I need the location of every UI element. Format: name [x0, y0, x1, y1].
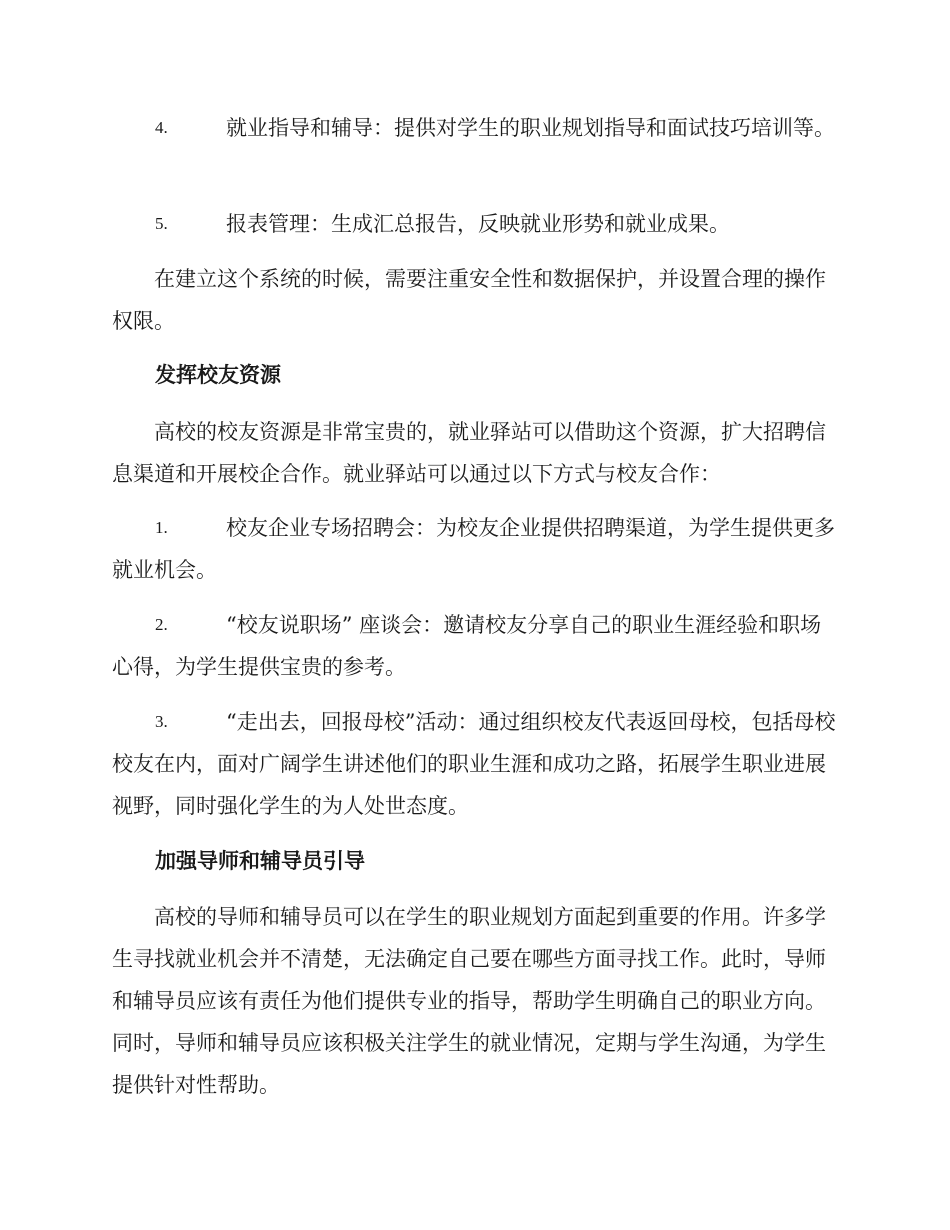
list-number-2: 2.: [155, 615, 168, 634]
alumni-intro-paragraph: 高校的校友资源是非常宝贵的，就业驿站可以借助这个资源，扩大招聘信息渠道和开展校企合作。就业驿站可以通过以下方式与校友合作：: [112, 420, 826, 486]
alumni-list-item-3: [112, 701, 836, 827]
alumni-list-item-1: [112, 507, 836, 591]
list-number-1: 1.: [155, 518, 168, 537]
list-item-5: [112, 203, 836, 245]
list-number-4: 4.: [155, 118, 168, 137]
alumni-list-item-2: [112, 604, 836, 688]
alumni-list-item-1-text: 校友企业专场招聘会：为校友企业提供招聘渠道，为学生提供更多就业机会。: [112, 516, 835, 582]
alumni-list-item-3-text: “走出去，回报母校”活动：通过组织校友代表返回母校，包括母校校友在内，面对广阔学生讲述他们的职业生涯和成功之路，拓展学生职业进展视野，同时强化学生的为人处世态度。: [112, 710, 836, 818]
alumni-list-item-2-text: “校友说职场” 座谈会：邀请校友分享自己的职业生涯经验和职场心得，为学生提供宝贵的参考。: [112, 613, 822, 679]
list-item-4-text: 就业指导和辅导：提供对学生的职业规划指导和面试技巧培训等。: [226, 116, 835, 140]
list-item-5-text: 报表管理：生成汇总报告，反映就业形势和就业成果。: [226, 212, 730, 236]
list-item-4: [112, 107, 836, 149]
mentor-body-paragraph: 高校的导师和辅导员可以在学生的职业规划方面起到重要的作用。许多学生寻找就业机会并不清楚，无法确定自己要在哪些方面寻找工作。此时，导师和辅导员应该有责任为他们提供专业的指导，帮助学生明确自己的职业方向。同时，导师和辅导员应该积极关注学生的就业情况，定期与学生沟通，为学生提供针对性帮助。: [112, 905, 826, 1097]
list-number-5: 5.: [155, 214, 168, 233]
list-number-3: 3.: [155, 712, 168, 731]
section-heading-alumni: 发挥校友资源: [155, 363, 281, 387]
section-heading-mentor: 加强导师和辅导员引导: [155, 849, 365, 873]
security-paragraph: 在建立这个系统的时候，需要注重安全性和数据保护，并设置合理的操作权限。: [112, 267, 826, 333]
